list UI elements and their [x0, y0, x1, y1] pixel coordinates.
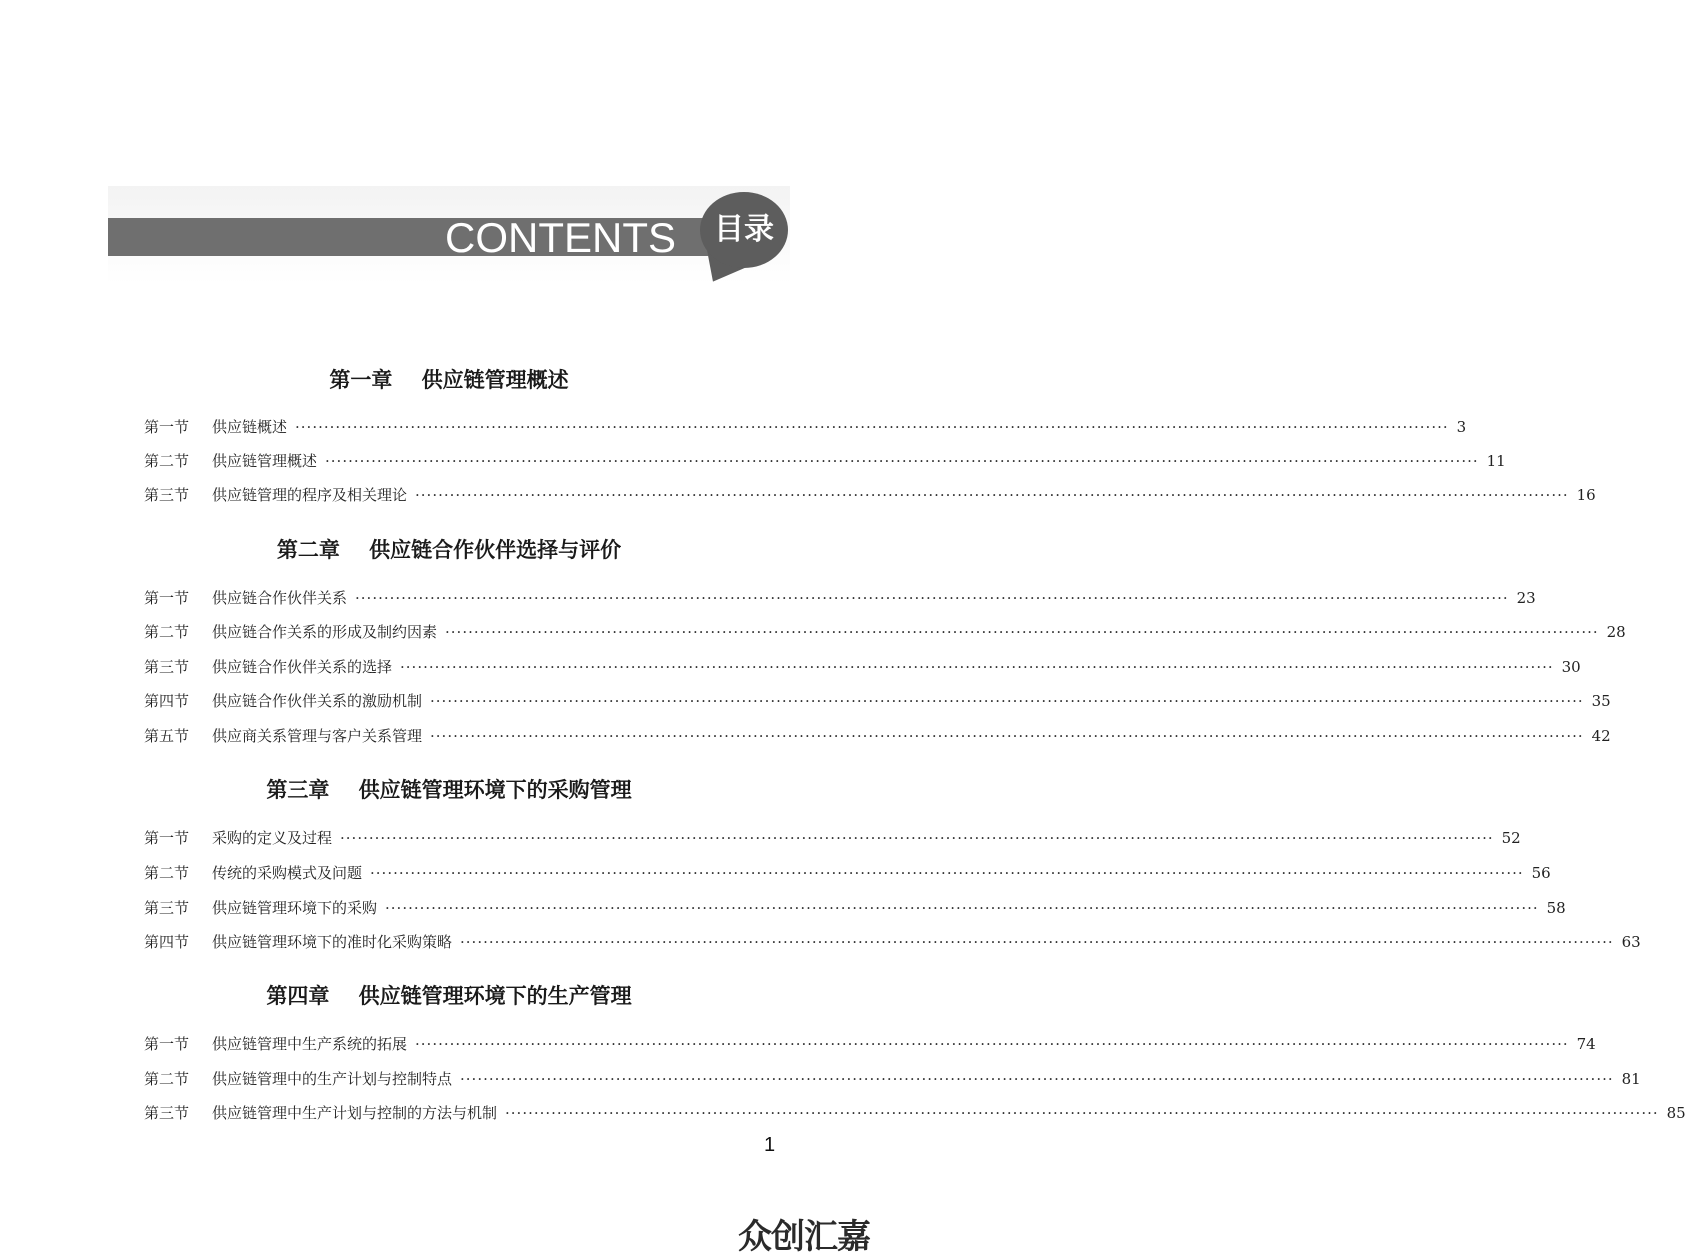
section-number: 第二节	[144, 1070, 190, 1088]
watermark-logo: 众创汇嘉	[738, 1217, 870, 1257]
section-number: 第二节	[144, 864, 190, 882]
chapter-title: 第四章 供应链管理环境下的生产管理	[266, 984, 632, 1008]
section-number: 第一节	[144, 589, 190, 607]
toc-entry[interactable]	[144, 1102, 1686, 1124]
page-ref: 85	[1666, 1104, 1686, 1122]
section-title: 供应链管理概述	[212, 452, 318, 470]
dot-leader: ········································································································································································································	[460, 1070, 1614, 1088]
dot-leader: ········································································································································································································	[325, 452, 1479, 470]
section-title: 供应商关系管理与客户关系管理	[212, 727, 423, 745]
toc-entry[interactable]	[144, 725, 1611, 747]
toc-entry[interactable]	[144, 621, 1626, 643]
section-number: 第四节	[144, 933, 190, 951]
section-title: 供应链管理中的生产计划与控制特点	[212, 1070, 453, 1088]
section-title: 供应链概述	[212, 418, 288, 436]
page-ref: 23	[1516, 589, 1536, 607]
dot-leader: ········································································································································································································	[355, 589, 1509, 607]
page-ref: 52	[1501, 829, 1521, 847]
section-number: 第三节	[144, 486, 190, 504]
page-ref: 28	[1606, 623, 1626, 641]
section-number: 第二节	[144, 623, 190, 641]
toc-entry[interactable]	[144, 587, 1536, 609]
dot-leader: ········································································································································································································	[370, 864, 1524, 882]
section-title: 传统的采购模式及问题	[212, 864, 363, 882]
section-title: 采购的定义及过程	[212, 829, 333, 847]
section-title: 供应链管理环境下的采购	[212, 899, 378, 917]
section-number: 第五节	[144, 727, 190, 745]
toc-entry[interactable]	[144, 484, 1596, 506]
dot-leader: ········································································································································································································	[505, 1104, 1659, 1122]
section-number: 第二节	[144, 452, 190, 470]
contents-heading: CONTENTS	[445, 214, 676, 261]
toc-entry[interactable]	[144, 656, 1581, 678]
section-title: 供应链管理环境下的准时化采购策略	[212, 933, 453, 951]
section-number: 第三节	[144, 1104, 190, 1122]
dot-leader: ········································································································································································································	[445, 623, 1599, 641]
section-title: 供应链合作伙伴关系的选择	[212, 658, 393, 676]
section-title: 供应链合作伙伴关系	[212, 589, 348, 607]
section-number: 第一节	[144, 829, 190, 847]
dot-leader: ········································································································································································································	[460, 933, 1614, 951]
section-number: 第一节	[144, 418, 190, 436]
page-ref: 30	[1561, 658, 1581, 676]
page-number: 1	[764, 1134, 776, 1156]
dot-leader: ········································································································································································································	[430, 692, 1584, 710]
toc-entry[interactable]	[144, 1033, 1596, 1055]
page-ref: 63	[1621, 933, 1641, 951]
toc-entry[interactable]	[144, 450, 1506, 472]
chapter-title: 第一章 供应链管理概述	[329, 368, 569, 392]
section-title: 供应链管理中生产系统的拓展	[212, 1035, 408, 1053]
section-title: 供应链合作伙伴关系的激励机制	[212, 692, 423, 710]
page-ref: 42	[1591, 727, 1611, 745]
toc-entry[interactable]	[144, 1068, 1641, 1090]
section-title: 供应链合作关系的形成及制约因素	[212, 623, 438, 641]
page-ref: 56	[1531, 864, 1551, 882]
page-ref: 11	[1486, 452, 1506, 470]
page-ref: 16	[1576, 486, 1596, 504]
toc-entry[interactable]	[144, 897, 1566, 919]
section-number: 第三节	[144, 899, 190, 917]
page-ref: 58	[1546, 899, 1566, 917]
page-ref: 74	[1576, 1035, 1596, 1053]
toc-entry[interactable]	[144, 827, 1521, 849]
section-title: 供应链管理的程序及相关理论	[212, 486, 408, 504]
dot-leader: ········································································································································································································	[415, 1035, 1569, 1053]
chapter-title: 第三章 供应链管理环境下的采购管理	[266, 778, 632, 802]
section-number: 第一节	[144, 1035, 190, 1053]
speech-bubble-label: 目录	[714, 212, 774, 247]
chapter-title: 第二章 供应链合作伙伴选择与评价	[276, 538, 622, 562]
page-ref: 81	[1621, 1070, 1641, 1088]
section-title: 供应链管理中生产计划与控制的方法与机制	[212, 1104, 498, 1122]
dot-leader: ········································································································································································································	[340, 829, 1494, 847]
section-number: 第四节	[144, 692, 190, 710]
page-ref: 3	[1456, 418, 1467, 436]
dot-leader: ········································································································································································································	[415, 486, 1569, 504]
dot-leader: ········································································································································································································	[400, 658, 1554, 676]
toc-entry[interactable]	[144, 416, 1467, 438]
toc-entry[interactable]	[144, 931, 1641, 953]
toc-entry[interactable]	[144, 862, 1551, 884]
dot-leader: ········································································································································································································	[430, 727, 1584, 745]
section-number: 第三节	[144, 658, 190, 676]
dot-leader: ········································································································································································································	[385, 899, 1539, 917]
dot-leader: ········································································································································································································	[295, 418, 1449, 436]
page-ref: 35	[1591, 692, 1611, 710]
toc-entry[interactable]	[144, 690, 1611, 712]
